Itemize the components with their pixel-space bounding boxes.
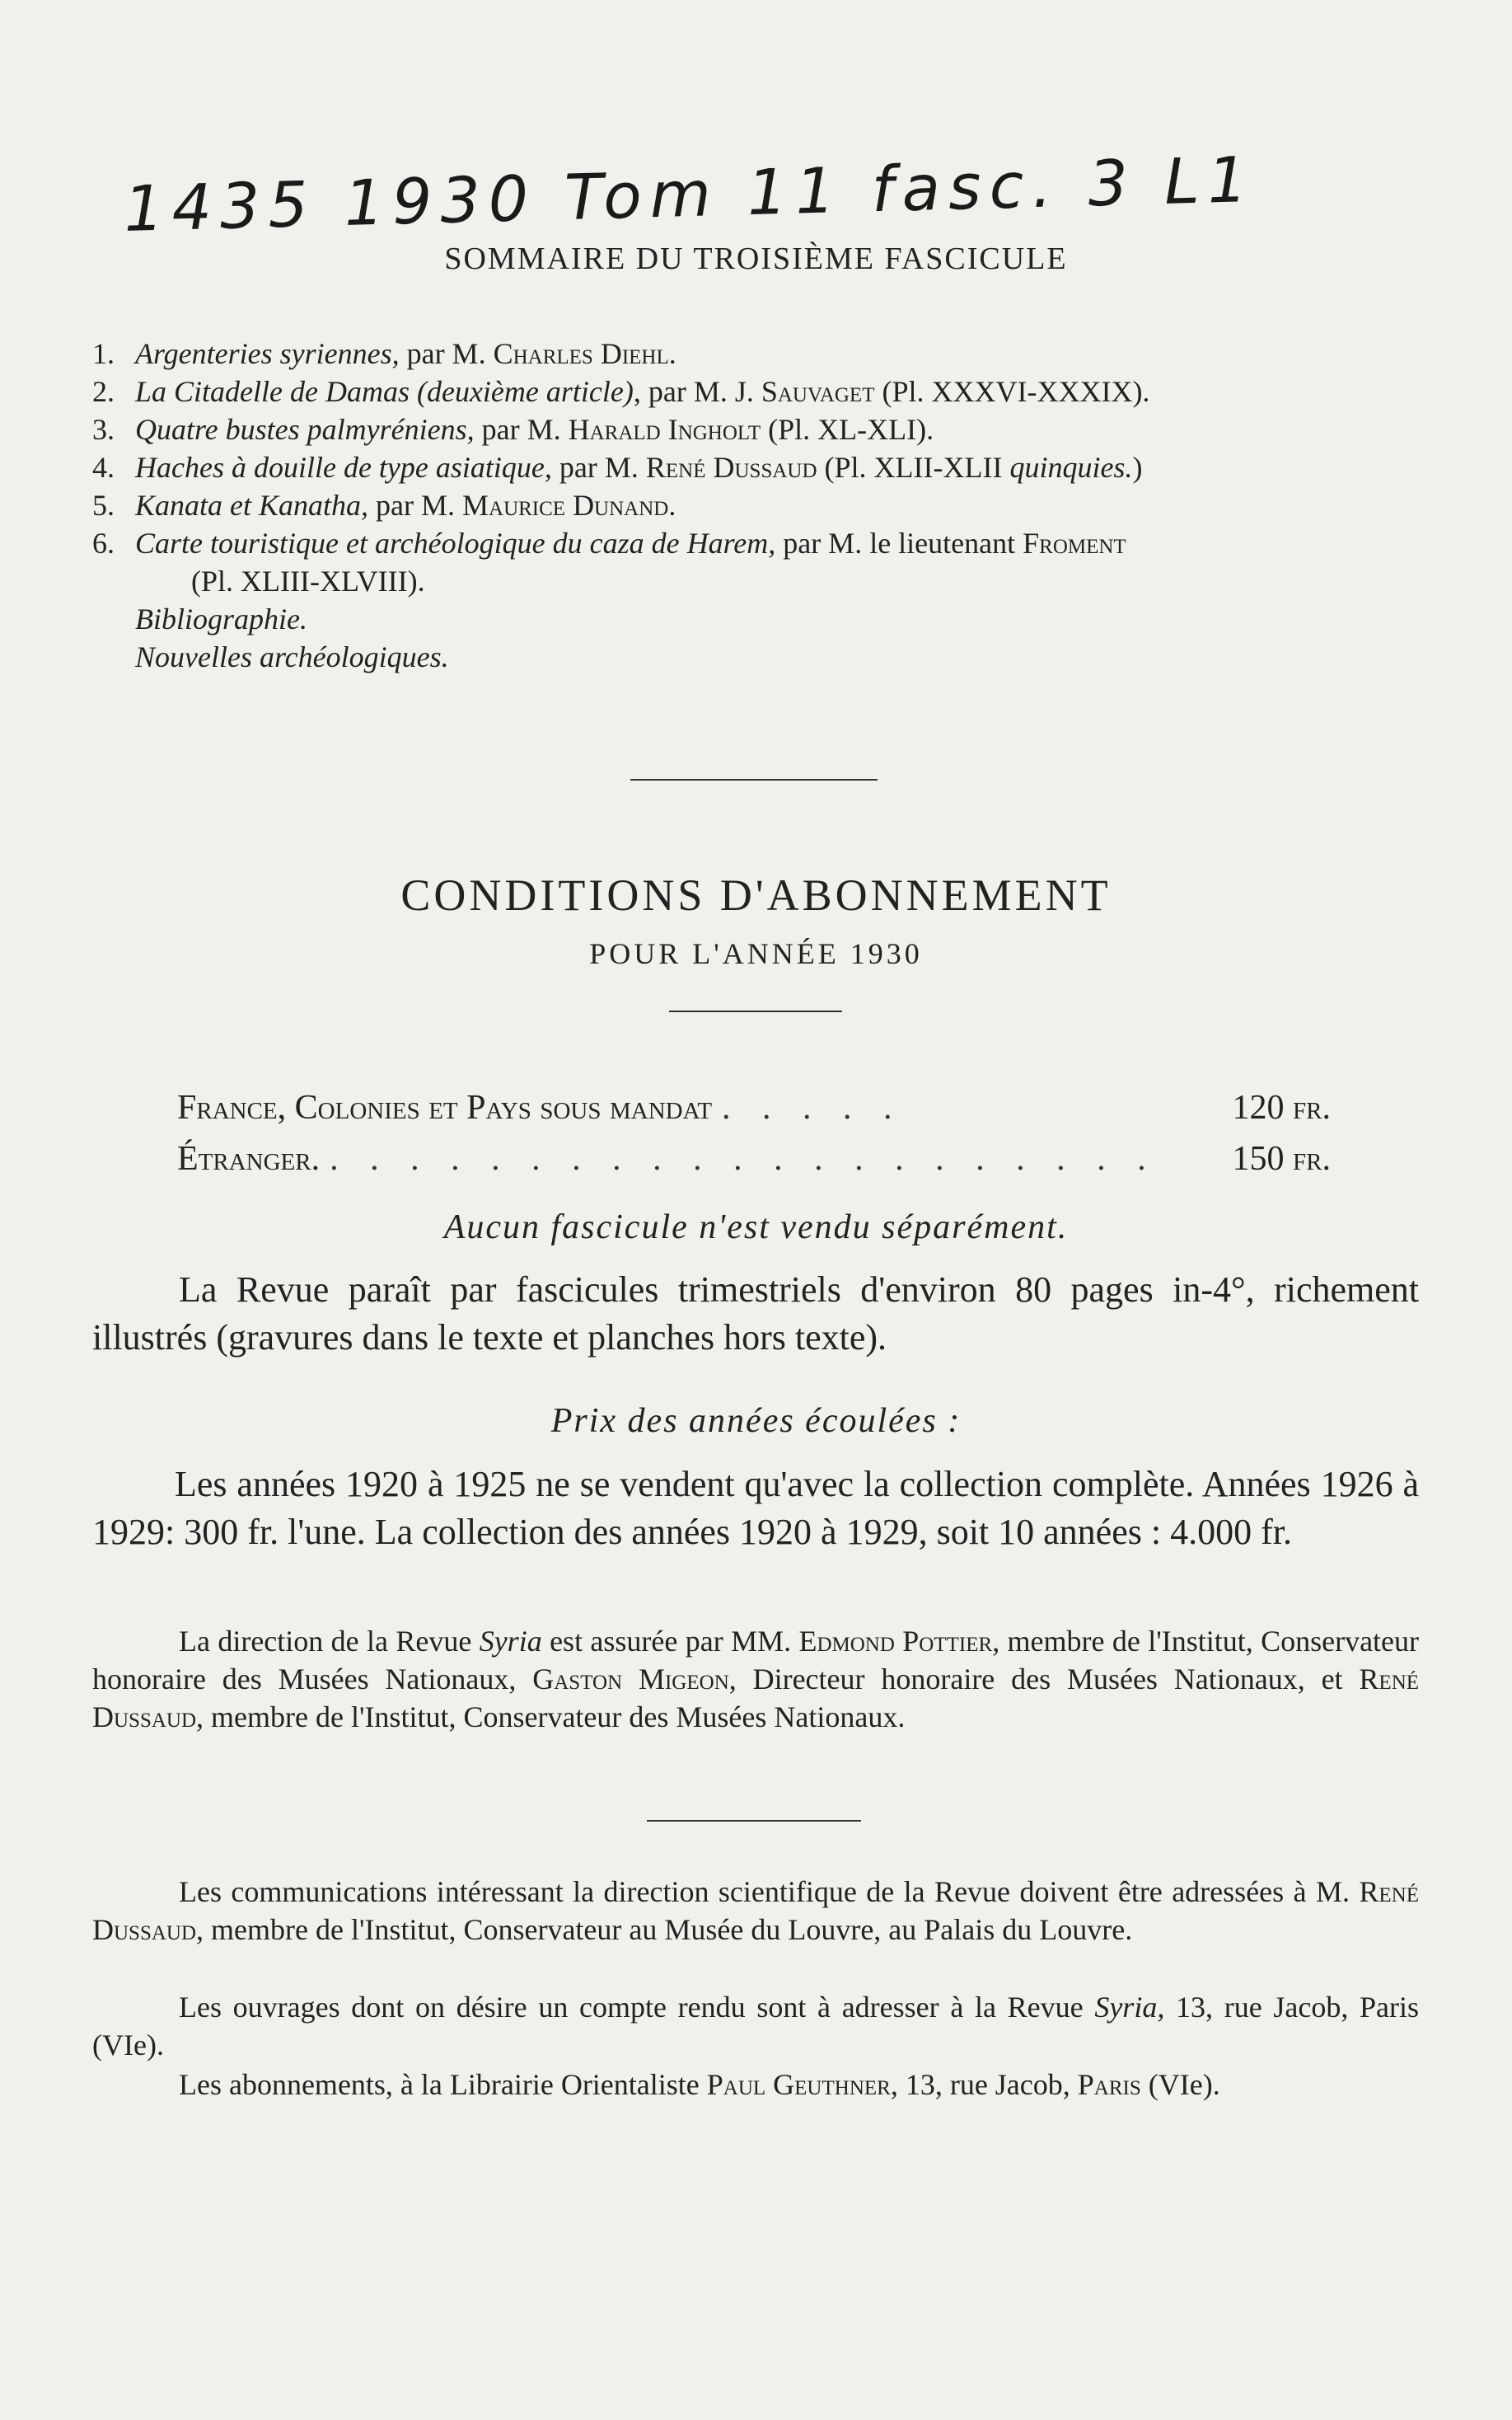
ouvrages-paragraph: Les ouvrages dont on désire un compte rendu sont à adresser à la Revue Syria, 13, rue Jacob, Paris (VIe). (92, 1991, 1420, 2061)
divider (647, 1820, 861, 1822)
toc-item: 3. Quatre bustes palmyréniens, par M. Harald Ingholt (Pl. XL-XLI). (92, 413, 934, 446)
toc-item-continuation: (Pl. XLIII-XLVIII). (191, 565, 425, 598)
conditions-title: CONDITIONS D'ABONNEMENT (400, 870, 1112, 920)
toc-bibliographie: Bibliographie. (135, 603, 307, 635)
toc-item: 4. Haches à douille de type asiatique, par M. René Dussaud (Pl. XLII-XLII quinquies.) (92, 451, 1143, 484)
toc-item: 2. La Citadelle de Damas (deuxième article), par M. J. Sauvaget (Pl. XXXVI-XXXIX). (92, 375, 1150, 408)
table-of-contents (92, 335, 1444, 676)
divider (630, 779, 878, 781)
handwritten-note: 1435 1930 Tom 11 fasc. 3 L1 (123, 143, 1257, 246)
price-row-france: France, Colonies et Pays sous mandat . . . . . 120 fr. (177, 1089, 1331, 1127)
sommaire-title: SOMMAIRE DU TROISIÈME FASCICULE (444, 242, 1068, 276)
revue-paragraph: La Revue paraît par fascicules trimestriels d'environ 80 pages in-4°, richement illustrés (gravures dans le texte et planches hors texte). (92, 1269, 1419, 1358)
direction-paragraph: La direction de la Revue Syria est assurée par MM. Edmond Pottier, membre de l'Institut, Conservateur honoraire des Musées Nationaux, Gaston Migeon, Directeur honoraire des Musées Nationaux, et René Dussaud, membre de l'Institut, Conservateur des Musées Nationaux. (92, 1625, 1420, 1733)
abonnements-paragraph: Les abonnements, à la Librairie Orientaliste Paul Geuthner, 13, rue Jacob, Paris (VIe). (179, 2068, 1220, 2101)
toc-item: 5. Kanata et Kanatha, par M. Maurice Dunand. (92, 489, 676, 522)
toc-nouvelles: Nouvelles archéologiques. (135, 640, 449, 673)
toc-item: 6. Carte touristique et archéologique du caza de Harem, par M. le lieutenant Froment (92, 527, 1126, 560)
conditions-subtitle: POUR L'ANNÉE 1930 (589, 937, 923, 970)
notice-text: Aucun fascicule n'est vendu séparément. (443, 1208, 1069, 1246)
communications-paragraph: Les communications intéressant la direction scientifique de la Revue doivent être adressées à M. René Dussaud, membre de l'Institut, Conservateur au Musée du Louvre, au Palais du Louvre. (92, 1875, 1419, 1946)
divider (669, 1011, 842, 1012)
toc-item: 1. Argenteries syriennes, par M. Charles Diehl. (92, 337, 676, 370)
prix-title: Prix des années écoulées : (550, 1402, 962, 1440)
price-row-etranger: Étranger. . . . . . . . . . . . . . . . . . . . . . 150 fr. (177, 1140, 1331, 1178)
prix-paragraph: Les années 1920 à 1925 ne se vendent qu'avec la collection complète. Années 1926 à 1929: 300 fr. l'une. La collection des années 1920 à 1929, soit 10 années : 4.000 fr. (92, 1464, 1419, 1552)
